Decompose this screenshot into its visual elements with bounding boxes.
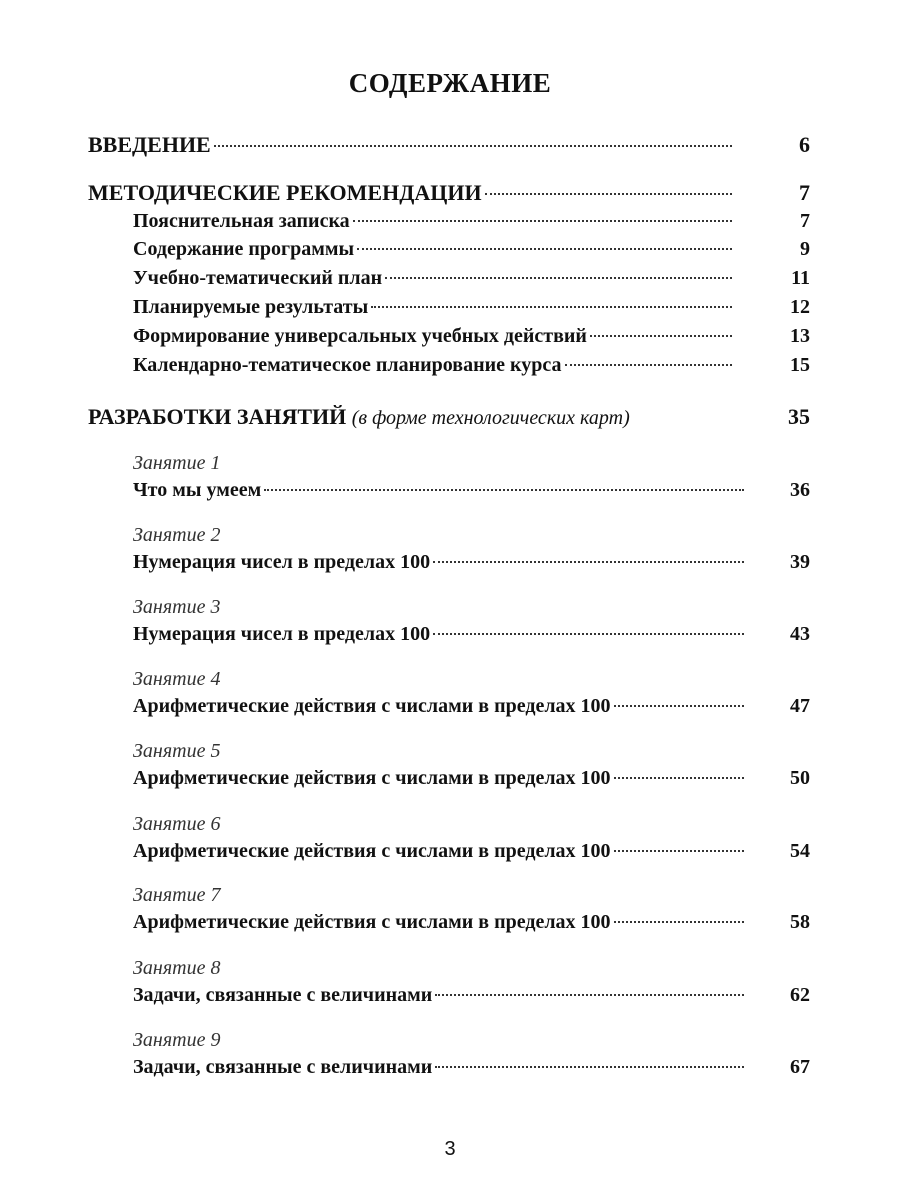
dot-leader [614,850,744,852]
toc-entry-universal-actions[interactable] [133,325,810,357]
toc-entry-page: 54 [790,840,810,862]
lesson-number: Занятие 6 [133,813,221,835]
dot-leader [433,561,744,563]
lesson-number: Занятие 1 [133,452,221,474]
toc-entry-thematic-plan[interactable] [133,267,810,299]
toc-entry-page: 47 [790,695,810,717]
toc-entry-page: 39 [790,551,810,573]
toc-entry-page: 62 [790,984,810,1006]
toc-entry-lesson[interactable] [133,1056,810,1088]
toc-entry-methodical-recommendations[interactable] [88,180,810,212]
toc-entry-label: Календарно-тематическое планирование курса [133,354,562,376]
page-number: 3 [444,1138,456,1160]
toc-entry-page: 6 [799,132,810,157]
toc-entry-introduction[interactable] [88,132,810,164]
toc-entry-label: ВВЕДЕНИЕ [88,132,211,157]
toc-entry-label: Формирование универсальных учебных действий [133,325,587,347]
toc-entry-page: 9 [800,238,810,260]
toc-entry-page: 13 [790,325,810,347]
toc-entry-page: 15 [790,354,810,376]
toc-entry-label: Содержание программы [133,238,355,260]
toc-entry-lesson[interactable] [133,551,810,583]
dot-leader [353,220,732,222]
toc-entry-lesson[interactable] [133,911,810,943]
toc-entry-page: 7 [799,180,810,205]
toc-entry-label: МЕТОДИЧЕСКИЕ РЕКОМЕНДАЦИИ [88,180,482,205]
toc-entry-label: Арифметические действия с числами в пределах 100 [133,911,611,933]
toc-entry-calendar-planning[interactable] [133,354,810,386]
dot-leader [590,335,732,337]
dot-leader [614,921,744,923]
toc-entry-label: Нумерация чисел в пределах 100 [133,551,431,573]
dot-leader [435,1066,744,1068]
toc-entry-lesson-developments[interactable] [88,404,810,436]
lesson-number: Занятие 3 [133,596,221,618]
toc-entry-page: 35 [788,404,810,429]
toc-entry-page: 11 [791,267,810,289]
dot-leader [433,633,744,635]
toc-entry-page: 43 [790,623,810,645]
toc-entry-lesson[interactable] [133,623,810,655]
toc-entry-note: (в форме технологических карт) [351,407,630,429]
toc-entry-label [88,404,630,430]
toc-entry-page: 36 [790,479,810,501]
dot-leader [614,705,744,707]
toc-entry-label: Арифметические действия с числами в пределах 100 [133,767,611,789]
toc-entry-label: Арифметические действия с числами в пределах 100 [133,695,611,717]
dot-leader [214,145,732,147]
lesson-number: Занятие 8 [133,957,221,979]
toc-entry-label-text: РАЗРАБОТКИ ЗАНЯТИЙ [88,404,347,429]
toc-entry-page: 67 [790,1056,810,1078]
dot-leader [385,277,732,279]
lesson-number: Занятие 2 [133,524,221,546]
dot-leader [371,306,732,308]
lesson-number: Занятие 7 [133,884,221,906]
toc-entry-label: Арифметические действия с числами в пределах 100 [133,840,611,862]
toc-entry-label: Что мы умеем [133,479,262,501]
lesson-number: Занятие 9 [133,1029,221,1051]
lesson-number: Занятие 4 [133,668,221,690]
toc-entry-label: Пояснительная записка [133,210,350,232]
toc-entry-label: Учебно-тематический план [133,267,383,289]
dot-leader [485,193,732,195]
toc-entry-label: Задачи, связанные с величинами [133,984,433,1006]
toc-entry-label: Задачи, связанные с величинами [133,1056,433,1078]
toc-entry-lesson[interactable] [133,479,810,511]
toc-entry-page: 58 [790,911,810,933]
toc-entry-lesson[interactable] [133,767,810,799]
toc-entry-page: 50 [790,767,810,789]
dot-leader [435,994,744,996]
dot-leader [264,489,744,491]
dot-leader [614,777,744,779]
toc-entry-page: 7 [800,210,810,232]
toc-entry-planned-results[interactable] [133,296,810,328]
toc-entry-lesson[interactable] [133,695,810,727]
toc-entry-lesson[interactable] [133,840,810,872]
dot-leader [357,248,732,250]
toc-entry-page: 12 [790,296,810,318]
toc-entry-lesson[interactable] [133,984,810,1016]
toc-entry-program-content[interactable] [133,238,810,270]
toc-entry-label: Планируемые результаты [133,296,369,318]
dot-leader [565,364,732,366]
lesson-number: Занятие 5 [133,740,221,762]
toc-entry-label: Нумерация чисел в пределах 100 [133,623,431,645]
page-title: СОДЕРЖАНИЕ [348,68,552,98]
